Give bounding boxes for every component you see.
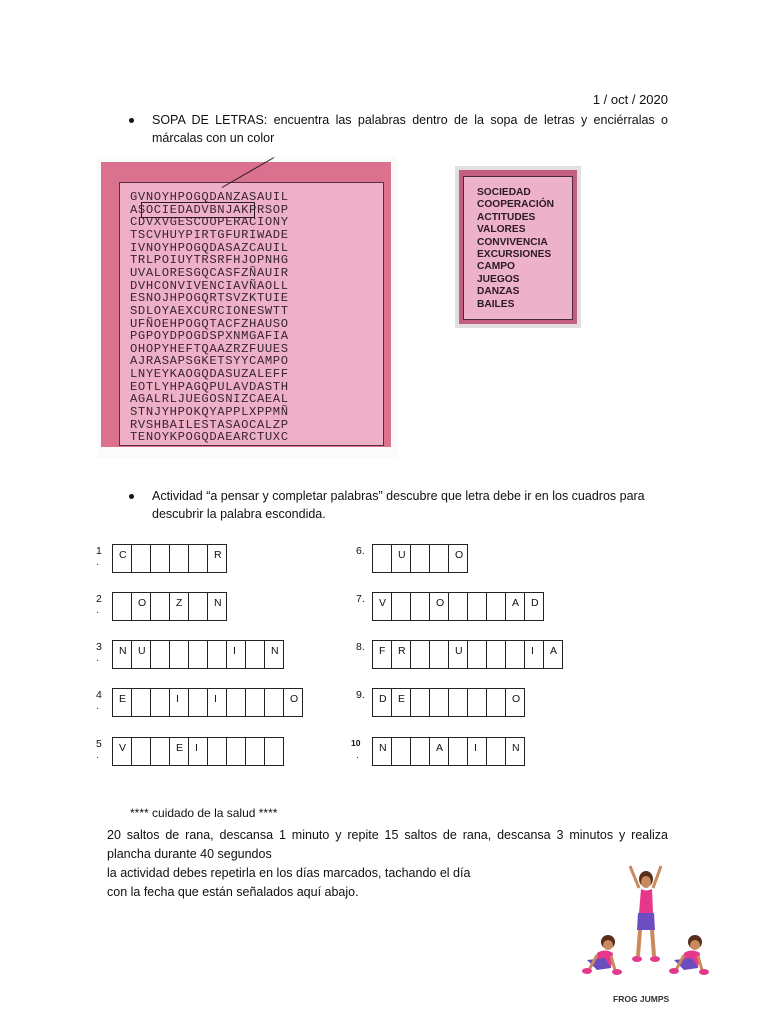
puzzle-letter-cell: I [524,640,544,669]
puzzle-number-dot: · [356,752,360,763]
puzzle-blank-cell[interactable] [486,688,506,717]
puzzle-number: 1 [96,545,102,557]
word-list-item: BAILES [477,298,515,310]
puzzle-letter-cell: N [112,640,132,669]
puzzle-blank-cell[interactable] [188,544,208,573]
puzzle-number-dot: · [96,752,100,763]
puzzle-blank-cell[interactable] [150,592,170,621]
puzzle-letter-cell: I [467,737,487,766]
puzzle-blank-cell[interactable] [169,544,189,573]
puzzle-blank-cell[interactable] [391,592,411,621]
puzzle-blank-cell[interactable] [112,592,132,621]
illustration-caption: FROG JUMPS [613,994,670,1004]
puzzle-letter-cell: A [543,640,563,669]
puzzle-letter-cell: U [448,640,468,669]
puzzle-word-boxes [372,544,468,573]
puzzle-blank-cell[interactable] [467,688,487,717]
puzzle-letter-cell: D [524,592,544,621]
puzzle-word-boxes [372,688,525,717]
puzzle-letter-cell: I [169,688,189,717]
puzzle-blank-cell[interactable] [188,688,208,717]
puzzle-blank-cell[interactable] [448,688,468,717]
puzzle-letter-cell: A [505,592,525,621]
frog-jumps-illustration [575,858,715,1008]
puzzle-letter-cell: N [264,640,284,669]
puzzle-letter-cell: R [391,640,411,669]
puzzle-letter-cell: I [207,688,227,717]
puzzle-blank-cell[interactable] [207,640,227,669]
exercise-figures-icon [575,858,715,1008]
word-search-row: RVSHBAILESTASAOCALZP [130,417,289,432]
word-list-item: VALORES [477,224,526,236]
puzzle-blank-cell[interactable] [467,640,487,669]
puzzle-letter-cell: E [391,688,411,717]
word-list-item: COOPERACIÓN [477,199,554,211]
word-search-row: TRLPOIUYTRSRFHJOPNHG [130,253,289,268]
puzzle-blank-cell[interactable] [131,737,151,766]
puzzle-letter-cell: I [226,640,246,669]
puzzle-blank-cell[interactable] [169,640,189,669]
puzzle-letter-cell: F [372,640,392,669]
puzzle-letter-cell: O [283,688,303,717]
puzzle-word-boxes [112,688,303,717]
puzzle-number: 8. [356,641,365,653]
puzzle-letter-cell: C [112,544,132,573]
word-list [463,176,573,320]
puzzle-word-boxes [112,544,227,573]
puzzle-blank-cell[interactable] [245,737,265,766]
puzzle-blank-cell[interactable] [410,737,430,766]
word-search-row: TENOYKPOGQDAEARCTUXC [130,430,289,445]
word-search-row: TSCVHUYPIRTGFURIWADE [130,227,289,242]
puzzle-number: 3 [96,641,102,653]
puzzle-letter-cell: A [429,737,449,766]
puzzle-number: 7. [356,593,365,605]
instruction-word-search: SOPA DE LETRAS: encuentra las palabras dentro de la sopa de letras y enciérralas o [152,113,668,127]
puzzle-word-boxes [372,640,563,669]
puzzle-number: 4 [96,689,102,701]
puzzle-letter-cell: I [188,737,208,766]
word-list-figure [455,166,581,328]
puzzle-letter-cell: V [112,737,132,766]
health-title: **** cuidado de la salud **** [130,806,278,820]
puzzle-word-boxes [112,737,284,766]
word-list-item: EXCURSIONES [477,249,552,260]
puzzle-blank-cell[interactable] [486,737,506,766]
word-search-row: AJRASAPSGKETSYYCAMPO [130,354,289,369]
word-search-row: UFÑOEHPOGQTACFZHAUSO [130,316,289,331]
puzzle-letter-cell: O [131,592,151,621]
puzzle-letter-cell: V [372,592,392,621]
word-search-row: ESNOJHPOGQRTSVZKTUIE [130,291,289,306]
bullet-icon [129,118,134,123]
puzzle-number: 9. [356,689,365,701]
puzzle-blank-cell[interactable] [150,544,170,573]
puzzle-blank-cell[interactable] [410,544,430,573]
puzzle-blank-cell[interactable] [131,544,151,573]
puzzle-blank-cell[interactable] [486,640,506,669]
puzzle-number-dot: · [96,607,100,618]
puzzle-letter-cell: D [372,688,392,717]
word-search-row: LNYEYKAOGQDASUZALEFF [130,367,289,382]
word-list-item: DANZAS [477,286,520,298]
health-line-2: plancha durante 40 segundos [107,847,272,861]
puzzle-blank-cell[interactable] [188,592,208,621]
word-search-row: CDVXVGESCOOPERACIONY [130,215,289,230]
puzzle-number: 6. [356,545,365,557]
puzzle-number: 10 [351,738,361,748]
puzzle-blank-cell[interactable] [448,737,468,766]
puzzle-blank-cell[interactable] [372,544,392,573]
word-search-row: AGALRLJUEGOSNIZCAEAL [130,392,289,407]
puzzle-blank-cell[interactable] [226,737,246,766]
puzzle-blank-cell[interactable] [410,640,430,669]
puzzle-word-boxes [112,640,284,669]
word-search-row: GVNOYHPOGQDANZASAUIL [130,190,289,204]
puzzle-blank-cell[interactable] [131,688,151,717]
puzzle-blank-cell[interactable] [264,737,284,766]
word-search-row: STNJYHPOKQYAPPLXPPMÑ [130,405,289,420]
puzzle-blank-cell[interactable] [226,688,246,717]
puzzle-blank-cell[interactable] [264,688,284,717]
puzzle-blank-cell[interactable] [150,737,170,766]
word-search-row: OHOPYHEFTQAAZRZFUUES [130,341,289,356]
puzzle-letter-cell: N [372,737,392,766]
word-search-row: EOTLYHPAGQPULAVDASTH [130,379,289,394]
puzzle-number-dot: · [96,559,100,570]
word-list-item: SOCIEDAD [477,187,531,198]
puzzle-number: 2 [96,593,102,605]
found-word-box [141,202,255,218]
health-line-4: con la fecha que están señalados aquí abajo. [107,885,359,899]
puzzle-blank-cell[interactable] [188,640,208,669]
word-search-row: ASOCIEDADVBNJAKPRSOP [130,202,289,217]
puzzle-blank-cell[interactable] [150,688,170,717]
puzzle-number-dot: · [96,655,100,666]
puzzle-letter-cell: R [207,544,227,573]
bullet-icon [129,494,134,499]
word-list-item: CONVIVENCIA [477,236,548,248]
word-search-grid [119,182,384,446]
instruction-puzzles: Actividad “a pensar y completar palabras” descubre que letra debe ir en los cuadros para [152,489,645,503]
puzzle-letter-cell: E [169,737,189,766]
puzzle-word-boxes [372,592,544,621]
word-search-row: IVNOYHPOGQDASAZCAUIL [130,240,289,255]
puzzle-letter-cell: N [505,737,525,766]
puzzle-blank-cell[interactable] [467,592,487,621]
puzzle-word-boxes [112,592,227,621]
puzzle-letter-cell: U [131,640,151,669]
health-line-1: 20 saltos de rana, descansa 1 minuto y repite 15 saltos de rana, descansa 3 minutos y realiza [107,828,668,842]
puzzle-blank-cell[interactable] [207,737,227,766]
puzzle-word-boxes [372,737,525,766]
word-list-item: JUEGOS [477,273,520,285]
puzzle-letter-cell: O [505,688,525,717]
puzzle-blank-cell[interactable] [429,544,449,573]
puzzle-letter-cell: U [391,544,411,573]
puzzle-blank-cell[interactable] [150,640,170,669]
puzzle-blank-cell[interactable] [245,688,265,717]
word-list-item: ACTITUDES [477,211,536,223]
puzzle-blank-cell[interactable] [429,688,449,717]
puzzle-number: 5 [96,738,102,750]
puzzle-letter-cell: N [207,592,227,621]
puzzle-blank-cell[interactable] [410,688,430,717]
puzzle-blank-cell[interactable] [391,737,411,766]
word-search-row: PGPOYDPOGDSPXNMGAFIA [130,329,289,344]
puzzle-blank-cell[interactable] [410,592,430,621]
puzzle-blank-cell[interactable] [245,640,265,669]
puzzle-number-dot: · [96,703,100,714]
puzzle-blank-cell[interactable] [505,640,525,669]
puzzle-letter-cell: O [448,544,468,573]
instruction-word-search-cont: márcalas con un color [152,131,275,145]
word-search-row: DVHCONVIVENCIAVÑAOLL [130,278,289,293]
health-line-3: la actividad debes repetirla en los días marcados, tachando el día [107,866,471,880]
puzzle-blank-cell[interactable] [429,640,449,669]
word-search-row: SDLOYAEXCURCIONESWTT [130,303,289,318]
puzzle-blank-cell[interactable] [486,592,506,621]
date-header: 1 / oct / 2020 [592,92,668,107]
word-search-row: UVALORESGQCASFZÑAUIR [130,265,289,280]
puzzle-letter-cell: E [112,688,132,717]
word-search-figure [97,156,397,458]
word-list-item: CAMPO [477,261,515,273]
puzzle-blank-cell[interactable] [448,592,468,621]
instruction-puzzles-cont: descubrir la palabra escondida. [152,507,326,521]
puzzle-letter-cell: O [429,592,449,621]
puzzle-letter-cell: Z [169,592,189,621]
